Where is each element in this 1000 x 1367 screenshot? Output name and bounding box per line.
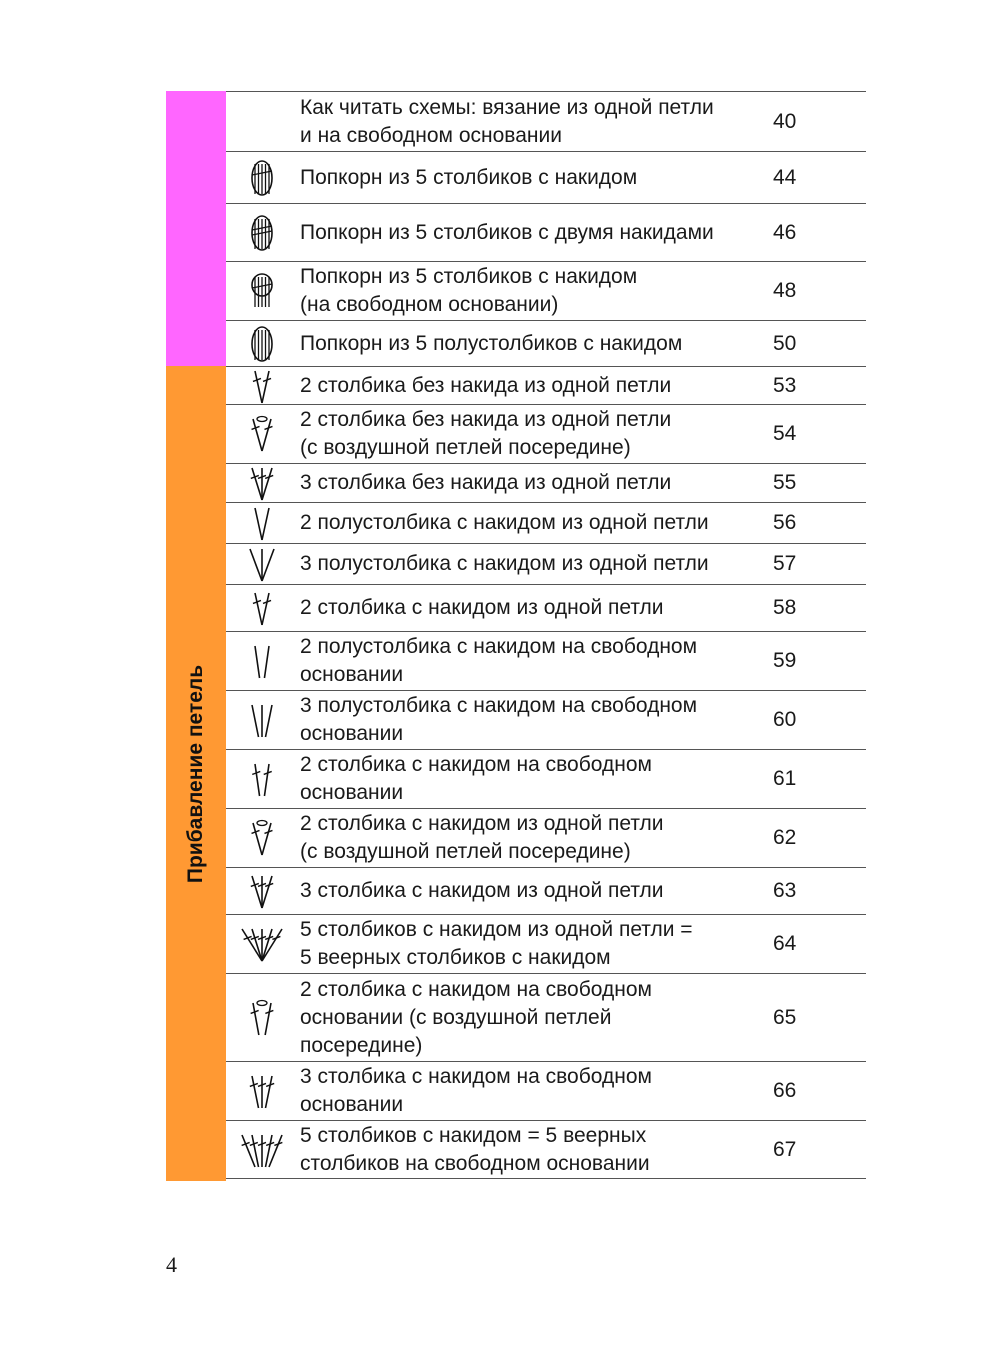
entry-page: 66 — [773, 1079, 797, 1102]
section-band-popcorn — [166, 91, 226, 366]
entry-title: 2 столбика с накидом на свободном основании — [300, 753, 652, 804]
toc-row — [226, 973, 866, 1061]
section-band-increases — [166, 366, 226, 1181]
toc-row — [226, 151, 866, 203]
toc-row — [226, 867, 866, 914]
entry-title: Попкорн из 5 столбиков с двумя накидами — [300, 220, 714, 244]
increase-2dc-icon — [226, 585, 298, 631]
symbol-cell — [226, 92, 298, 151]
entry-page: 67 — [773, 1137, 797, 1161]
entry-title: 3 столбика без накида из одной петли — [300, 471, 672, 494]
entry-title: 2 столбика с накидом из одной петли — [300, 596, 664, 619]
toc-row — [226, 584, 866, 631]
popcorn-double-icon — [226, 204, 298, 261]
toc-row — [226, 502, 866, 543]
entry-page: 48 — [773, 279, 797, 302]
entry-page: 62 — [773, 826, 797, 849]
entry-title: 3 столбика с накидом на свободном основании — [300, 1065, 652, 1116]
popcorn-open-base-icon — [226, 262, 298, 320]
entry-page: 59 — [773, 649, 797, 672]
toc-row — [226, 261, 866, 320]
increase-2hdc-icon — [226, 503, 298, 543]
increase-3dc-icon — [226, 868, 298, 914]
increase-2sc-ch-icon — [226, 405, 298, 463]
entry-title: 3 столбика с накидом из одной петли — [300, 879, 664, 902]
toc-row — [226, 631, 866, 690]
entry-page: 56 — [773, 511, 797, 534]
toc-row — [226, 1120, 866, 1179]
entry-title: 2 столбика без накида из одной петли (с воздушной петлей посередине) — [300, 408, 672, 459]
entry-title: 5 столбиков с накидом из одной петли = 5 веерных столбиков с накидом — [300, 918, 693, 969]
entry-page: 55 — [773, 471, 797, 494]
entry-page: 54 — [773, 422, 797, 445]
page-number: 4 — [166, 1252, 177, 1277]
entry-title: 3 полустолбика с накидом из одной петли — [300, 552, 709, 575]
entry-page: 58 — [773, 596, 797, 619]
toc-row — [226, 749, 866, 808]
increase-3hdc-open-icon — [226, 691, 298, 749]
toc-row — [226, 808, 866, 867]
entry-title: 5 столбиков с накидом = 5 веерных столбиков на свободном основании — [300, 1123, 650, 1175]
toc-row — [226, 543, 866, 584]
entry-page: 61 — [773, 767, 797, 790]
increase-2dc-open-ch-icon — [226, 974, 298, 1061]
toc-row — [226, 320, 866, 366]
increase-3sc-icon — [226, 464, 298, 502]
shell-5dc-open-icon — [226, 1121, 298, 1178]
toc-row — [226, 203, 866, 261]
table-of-contents — [226, 91, 866, 1179]
entry-title: 3 полустолбика с накидом на свободном основании — [300, 694, 698, 745]
toc-row — [226, 690, 866, 749]
entry-page: 50 — [773, 331, 797, 355]
entry-title: Попкорн из 5 столбиков с накидом (на свободном основании) — [300, 265, 638, 316]
increase-2dc-ch-icon — [226, 809, 298, 867]
popcorn-icon — [226, 152, 298, 203]
entry-page: 53 — [773, 373, 797, 397]
entry-title: 2 столбика с накидом на свободном основании (с воздушной петлей посередине) — [300, 977, 652, 1057]
increase-3hdc-icon — [226, 544, 298, 584]
section-label: Прибавление петель — [184, 664, 207, 883]
entry-page: 63 — [773, 879, 797, 902]
popcorn-half-icon — [226, 321, 298, 366]
entry-title: Попкорн из 5 полустолбиков с накидом — [300, 331, 683, 355]
entry-page: 64 — [773, 932, 797, 955]
toc-row — [226, 91, 866, 151]
entry-title: 2 полустолбика с накидом из одной петли — [300, 511, 709, 534]
entry-page: 57 — [773, 552, 797, 575]
toc-row — [226, 1061, 866, 1120]
entry-title: 2 столбика с накидом из одной петли (с воздушной петлей посередине) — [300, 812, 664, 863]
entry-title: 2 полустолбика с накидом на свободном основании — [300, 635, 698, 686]
toc-row — [226, 366, 866, 404]
increase-3dc-open-icon — [226, 1062, 298, 1120]
entry-title: Как читать схемы: вязание из одной петли и на свободном основании — [300, 95, 714, 147]
entry-page: 60 — [773, 708, 797, 731]
entry-page: 40 — [773, 109, 797, 133]
increase-2sc-icon — [226, 367, 298, 404]
entry-page: 46 — [773, 220, 797, 244]
increase-2dc-open-icon — [226, 750, 298, 808]
entry-page: 65 — [773, 1005, 797, 1029]
entry-title: 2 столбика без накида из одной петли — [300, 373, 672, 397]
toc-row — [226, 463, 866, 502]
shell-5dc-icon — [226, 915, 298, 973]
toc-row — [226, 914, 866, 973]
entry-title: Попкорн из 5 столбиков с накидом — [300, 165, 638, 189]
entry-page: 44 — [773, 165, 797, 189]
toc-row — [226, 404, 866, 463]
increase-2hdc-open-icon — [226, 632, 298, 690]
